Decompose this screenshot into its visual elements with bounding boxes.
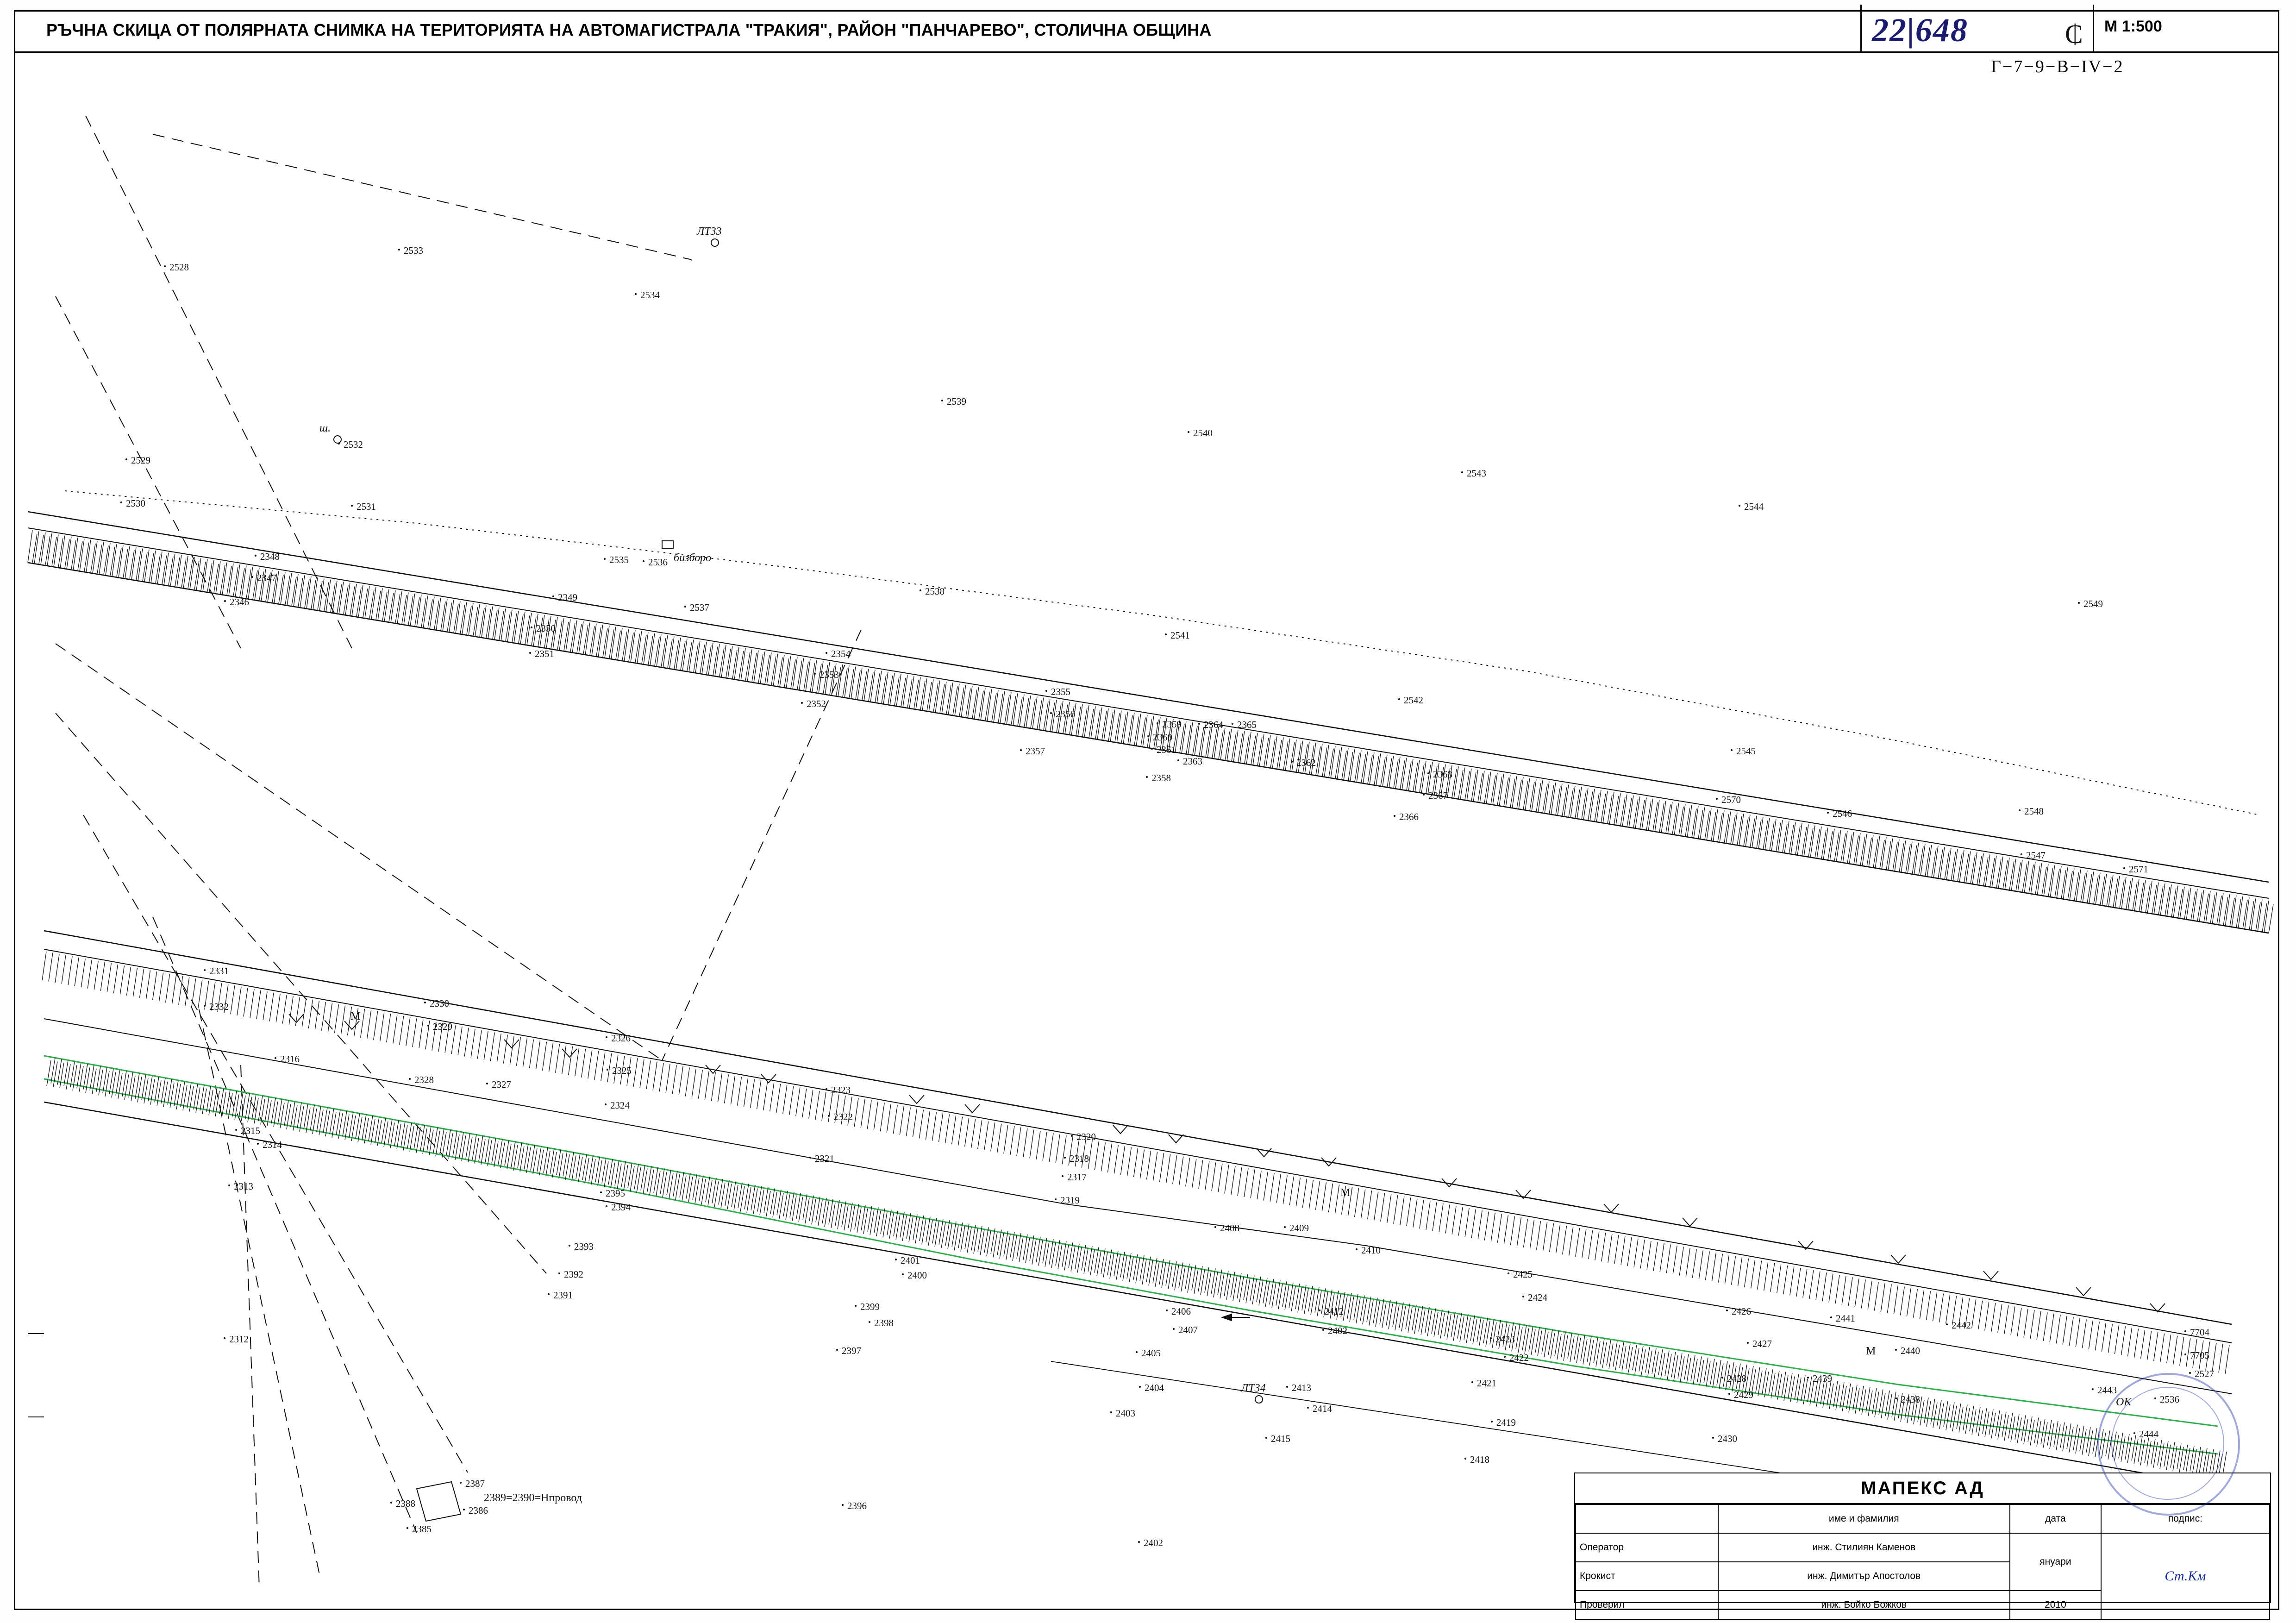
survey-point-label: 2408 <box>1220 1222 1239 1234</box>
survey-point-marker <box>257 1143 259 1145</box>
survey-point-marker <box>558 1272 560 1274</box>
survey-point-label: 2326 <box>611 1033 631 1044</box>
survey-point-label: 2362 <box>1296 757 1316 768</box>
page-title: РЪЧНА СКИЦА ОТ ПОЛЯРНАТА СНИМКА НА ТЕРИТОРИЯТА НА АВТОМАГИСТРАЛА "ТРАКИЯ", РАЙОН "ПАНЧАРЕВО", СТОЛИЧНА ОБЩИНА <box>46 20 1212 39</box>
survey-point-marker <box>607 1069 608 1071</box>
survey-point-label: 2332 <box>209 1001 229 1012</box>
survey-point-marker <box>1827 812 1829 814</box>
survey-point-label: 2405 <box>1141 1347 1161 1359</box>
survey-point-marker <box>529 652 531 654</box>
survey-point-label: 2331 <box>209 965 229 977</box>
survey-point-label: 2428 <box>1727 1373 1746 1384</box>
survey-point-marker <box>1319 1310 1320 1311</box>
survey-point-marker <box>842 1504 844 1506</box>
survey-point-label: 2422 <box>1509 1352 1529 1363</box>
survey-point-label: 2366 <box>1399 811 1419 822</box>
survey-point-label: 2404 <box>1145 1382 1164 1393</box>
survey-point-label: 2413 <box>1292 1382 1311 1393</box>
survey-point-marker <box>605 1103 607 1105</box>
survey-point-label: 2319 <box>1060 1195 1080 1206</box>
survey-point-marker <box>604 558 606 560</box>
scale-box <box>2093 5 2293 53</box>
survey-point-label: 2396 <box>847 1500 867 1511</box>
survey-point-label: 7705 <box>2190 1350 2209 1361</box>
survey-point-label: 2327 <box>492 1079 511 1090</box>
survey-point-marker <box>1490 1337 1492 1339</box>
survey-point-label: 2527 <box>2195 1368 2214 1379</box>
named-point-label: ЛТ33 <box>697 226 722 238</box>
survey-point-marker <box>1157 722 1158 724</box>
survey-point-marker <box>390 1502 392 1504</box>
named-point-label: ЛТ34 <box>1241 1382 1266 1394</box>
survey-point-marker <box>2021 853 2022 855</box>
survey-point-label: 2348 <box>260 551 280 562</box>
survey-point-marker <box>606 1205 607 1207</box>
survey-point-marker <box>164 265 166 267</box>
survey-point-label: 2530 <box>126 498 145 509</box>
survey-point-marker <box>1427 772 1429 774</box>
survey-point-label: 2570 <box>1721 794 1741 805</box>
survey-point-label: 2407 <box>1178 1324 1198 1335</box>
survey-point-marker <box>635 293 637 295</box>
survey-point-label: 2541 <box>1170 630 1190 641</box>
survey-point-marker <box>1895 1349 1897 1351</box>
survey-point-label: 2388 <box>396 1498 415 1509</box>
survey-point-marker <box>1946 1323 1948 1325</box>
survey-point-marker <box>120 501 122 503</box>
named-point-label: ш. <box>319 422 331 434</box>
survey-point-marker <box>1726 1310 1728 1311</box>
survey-point-label: 2359 <box>1162 719 1182 730</box>
signature-cell <box>2101 1533 2270 1619</box>
survey-point-label: 2533 <box>404 245 423 256</box>
sheet-number: 22|648 <box>1872 12 1968 49</box>
survey-point-label: 2537 <box>690 602 709 613</box>
survey-point-marker <box>1830 1316 1832 1318</box>
survey-point-label: 2544 <box>1744 501 1764 512</box>
nomenclature-label: Г−7−9−В−IV−2 <box>1991 57 2124 76</box>
survey-point-marker <box>1020 749 1022 751</box>
survey-point-label: 2315 <box>241 1125 260 1136</box>
survey-point-label: 2400 <box>907 1270 927 1281</box>
survey-point-label: 2398 <box>874 1317 894 1328</box>
survey-point-marker <box>826 652 827 654</box>
survey-point-marker <box>1151 748 1153 750</box>
survey-point-marker <box>2078 602 2080 604</box>
survey-point-marker <box>1739 505 1740 507</box>
centerline-symbol: ₵ <box>2065 19 2083 49</box>
survey-point-marker <box>1394 815 1395 817</box>
survey-point-label: 2395 <box>606 1188 625 1199</box>
survey-point-marker <box>2092 1388 2094 1390</box>
date-year: 2010 <box>2010 1591 2101 1619</box>
survey-point-label: 2358 <box>1151 772 1171 783</box>
survey-point-label: 2364 <box>1204 719 1223 730</box>
survey-point-label: 2312 <box>229 1334 249 1345</box>
survey-point-label: 2427 <box>1752 1338 1772 1349</box>
survey-point-label: 2419 <box>1496 1417 1516 1428</box>
survey-point-marker <box>1322 1329 1324 1331</box>
named-point-label: бизборо <box>674 552 712 564</box>
named-point-label: М <box>1340 1187 1351 1199</box>
survey-point-label: 2412 <box>1324 1306 1344 1317</box>
signature-text: Ст.Км <box>2165 1568 2206 1584</box>
survey-point-label: 2536 <box>2160 1394 2179 1405</box>
survey-point-marker <box>1284 1226 1286 1228</box>
survey-point-label: 2549 <box>2083 598 2103 609</box>
survey-point-marker <box>1291 761 1293 763</box>
survey-point-marker <box>1146 776 1148 778</box>
survey-point-marker <box>569 1245 570 1247</box>
survey-point-label: 2353 <box>820 669 839 680</box>
survey-point-marker <box>1356 1248 1358 1250</box>
survey-point-marker <box>351 505 353 507</box>
survey-point-label: 2547 <box>2026 850 2046 861</box>
survey-point-marker <box>548 1293 550 1295</box>
survey-point-marker <box>407 1527 408 1529</box>
date-value: януари <box>2010 1533 2101 1591</box>
survey-point-marker <box>828 1115 830 1117</box>
survey-point-label: 2415 <box>1271 1433 1290 1444</box>
survey-point-marker <box>1138 1541 1140 1543</box>
survey-point-label: 2536 <box>648 557 668 568</box>
survey-point-label: 2424 <box>1528 1292 1547 1303</box>
survey-point-marker <box>1071 1135 1073 1137</box>
survey-point-marker <box>1423 794 1425 796</box>
survey-point-label: 2322 <box>833 1111 853 1122</box>
survey-point-marker <box>1464 1458 1466 1460</box>
survey-point-label: 2430 <box>1718 1433 1737 1444</box>
survey-point-marker <box>1895 1397 1897 1399</box>
survey-point-label: 2540 <box>1193 427 1213 439</box>
named-point-label: М <box>1866 1345 1876 1357</box>
scale-label: М 1:500 <box>2104 18 2162 35</box>
survey-point-label: 2367 <box>1428 790 1448 801</box>
table-row <box>1576 1533 2270 1562</box>
survey-point-marker <box>552 595 554 597</box>
survey-point-label: 2385 <box>412 1523 432 1535</box>
survey-point-label: 2394 <box>611 1202 631 1213</box>
role-operator: Оператор <box>1576 1533 1718 1562</box>
survey-point-label: 2313 <box>234 1181 253 1192</box>
name-krokist: инж. Димитър Апостолов <box>1718 1562 2010 1591</box>
survey-point-marker <box>1461 471 1463 473</box>
header-cell-sign: подпис: <box>2101 1504 2270 1533</box>
sheet-number-box <box>1860 5 2036 53</box>
survey-point-marker <box>1214 1226 1216 1228</box>
survey-point-label: 2409 <box>1289 1222 1309 1234</box>
survey-point-label: 2357 <box>1026 746 1045 757</box>
survey-point-marker <box>826 1088 827 1090</box>
survey-point-marker <box>1721 1377 1723 1379</box>
survey-point-marker <box>1165 633 1167 635</box>
survey-point-marker <box>1807 1377 1809 1379</box>
survey-point-marker <box>1728 1393 1730 1395</box>
header-cell-name: име и фамилия <box>1718 1504 2010 1533</box>
name-operator: инж. Стилиян Каменов <box>1718 1533 2010 1562</box>
survey-point-label: 2354 <box>831 648 851 659</box>
survey-point-marker <box>1050 712 1052 714</box>
survey-point-marker <box>251 576 253 578</box>
survey-point-label: 2546 <box>1833 808 1852 819</box>
survey-point-marker <box>941 400 943 401</box>
survey-point-marker <box>204 1005 206 1007</box>
survey-point-marker <box>1064 1157 1066 1159</box>
survey-point-marker <box>1062 1175 1064 1177</box>
survey-point-marker <box>1471 1381 1473 1383</box>
round-stamp-inner <box>2111 1387 2224 1500</box>
survey-point-marker <box>255 555 257 557</box>
name-checker: инж. Бойко Божков <box>1718 1591 2010 1619</box>
survey-point-marker <box>809 1157 811 1159</box>
survey-point-marker <box>224 1337 225 1339</box>
survey-point-marker <box>606 1036 607 1038</box>
survey-point-label: 2329 <box>433 1021 452 1032</box>
survey-point-label: 2539 <box>947 396 966 407</box>
survey-point-marker <box>2184 1354 2186 1355</box>
survey-point-label: 2548 <box>2024 806 2044 817</box>
survey-point-label: 2316 <box>280 1053 300 1065</box>
survey-point-label: 2323 <box>831 1084 851 1096</box>
survey-point-marker <box>486 1083 488 1084</box>
survey-point-label: 2414 <box>1313 1403 1332 1414</box>
survey-point-marker <box>1177 759 1179 761</box>
header-cell-role <box>1576 1504 1718 1533</box>
survey-point-label: 2397 <box>842 1345 861 1356</box>
survey-point-marker <box>1045 690 1047 692</box>
survey-point-label: 2426 <box>1732 1306 1751 1317</box>
survey-point-marker <box>1147 735 1149 737</box>
survey-point-label: 2425 <box>1513 1269 1533 1280</box>
survey-point-marker <box>1198 723 1200 725</box>
survey-point-marker <box>1232 723 1233 725</box>
survey-point-label: 2363 <box>1183 756 1202 767</box>
survey-point-label: 2387 <box>465 1478 485 1489</box>
survey-point-label: 2328 <box>414 1074 434 1085</box>
survey-point-marker <box>855 1305 857 1307</box>
survey-point-label: 2351 <box>535 648 554 659</box>
named-point-label: ОК <box>2116 1396 2132 1408</box>
survey-point-label: 2368 <box>1433 769 1452 780</box>
survey-point-marker <box>836 1349 838 1351</box>
survey-point-label: 2538 <box>925 586 945 597</box>
survey-point-label: 2532 <box>344 439 363 450</box>
survey-point-label: 2347 <box>257 572 276 583</box>
title-bar <box>14 10 2279 53</box>
survey-point-label: 2441 <box>1836 1313 1855 1324</box>
survey-point-label: 2438 <box>1901 1394 1920 1405</box>
survey-point-marker <box>600 1191 602 1193</box>
survey-point-marker <box>2123 867 2125 869</box>
survey-point-label: 2360 <box>1153 732 1172 743</box>
survey-point-marker <box>463 1509 465 1510</box>
survey-point-marker <box>1286 1386 1288 1388</box>
survey-point-marker <box>2184 1330 2186 1332</box>
survey-point-label: 2355 <box>1051 686 1070 697</box>
named-point-label: 2389=2390=Нпровод <box>484 1492 582 1504</box>
survey-point-label: 2399 <box>860 1301 880 1312</box>
survey-point-marker <box>460 1482 462 1484</box>
survey-point-label: 2321 <box>815 1153 834 1164</box>
survey-point-label: 2528 <box>169 262 189 273</box>
survey-point-marker <box>1166 1310 1168 1311</box>
survey-point-label: 2320 <box>1076 1131 1096 1142</box>
survey-point-marker <box>125 458 127 460</box>
survey-point-label: 2330 <box>430 998 449 1009</box>
survey-point-marker <box>1136 1351 1138 1353</box>
survey-point-marker <box>228 1184 230 1186</box>
survey-point-marker <box>1712 1437 1714 1439</box>
survey-point-label: 2386 <box>469 1505 488 1516</box>
survey-point-marker <box>895 1259 897 1260</box>
survey-point-label: 2406 <box>1171 1306 1191 1317</box>
survey-point-marker <box>1491 1421 1493 1422</box>
role-checker: Проверил <box>1576 1591 1718 1619</box>
survey-point-label: 2356 <box>1056 708 1075 720</box>
survey-point-marker <box>427 1025 429 1027</box>
survey-point-label: 2535 <box>609 554 629 565</box>
survey-point-marker <box>1398 698 1400 700</box>
survey-point-label: 2429 <box>1734 1389 1753 1400</box>
survey-point-marker <box>1139 1386 1141 1388</box>
survey-point-marker <box>1173 1328 1175 1330</box>
survey-point-marker <box>235 1129 237 1131</box>
company-name: МАПЕКС АД <box>1575 1473 2270 1504</box>
survey-point-label: 2318 <box>1070 1153 1089 1164</box>
survey-point-label: 2543 <box>1467 468 1486 479</box>
survey-point-label: 2352 <box>807 698 826 709</box>
survey-point-marker <box>902 1273 904 1275</box>
survey-point-marker <box>643 560 644 562</box>
survey-point-label: 2365 <box>1237 719 1257 730</box>
survey-point-marker <box>1747 1342 1749 1344</box>
survey-point-label: 2361 <box>1157 744 1176 755</box>
survey-point-label: 2439 <box>1813 1373 1832 1384</box>
survey-point-label: 7704 <box>2190 1327 2209 1338</box>
survey-point-marker <box>2019 809 2021 811</box>
survey-point-label: 2392 <box>564 1269 583 1280</box>
survey-point-label: 2545 <box>1736 746 1756 757</box>
survey-point-label: 2314 <box>263 1139 282 1150</box>
survey-point-label: 2393 <box>574 1241 594 1252</box>
named-point-label: М <box>350 1010 361 1022</box>
survey-point-marker <box>801 702 803 704</box>
survey-point-marker <box>869 1321 870 1323</box>
survey-point-marker <box>1188 431 1189 433</box>
survey-point-label: 2421 <box>1477 1378 1496 1389</box>
survey-point-label: 2402 <box>1328 1325 1347 1336</box>
survey-point-label: 2534 <box>640 289 660 301</box>
survey-point-marker <box>1307 1407 1309 1409</box>
role-krokist: Крокист <box>1576 1562 1718 1591</box>
survey-point-marker <box>531 627 532 628</box>
survey-point-label: 2402 <box>1144 1537 1163 1548</box>
survey-point-marker <box>275 1057 276 1059</box>
survey-point-label: 2442 <box>1952 1320 1971 1331</box>
survey-point-label: 2325 <box>612 1065 632 1076</box>
survey-point-label: 2410 <box>1361 1245 1381 1256</box>
survey-point-marker <box>684 606 686 608</box>
survey-point-label: 2401 <box>901 1255 920 1266</box>
header-cell-date: дата <box>2010 1504 2101 1533</box>
survey-point-label: 2440 <box>1901 1345 1920 1356</box>
survey-point-marker <box>1265 1437 1267 1439</box>
survey-point-label: 2443 <box>2097 1385 2117 1396</box>
survey-point-marker <box>1508 1272 1509 1274</box>
survey-point-label: 2418 <box>1470 1454 1489 1465</box>
survey-point-label: 2403 <box>1116 1408 1135 1419</box>
survey-point-marker <box>1731 749 1733 751</box>
survey-point-marker <box>1110 1411 1112 1413</box>
survey-point-label: 2444 <box>2139 1429 2158 1440</box>
survey-point-marker <box>2189 1372 2191 1374</box>
survey-point-label: 2531 <box>357 501 376 512</box>
survey-point-marker <box>1716 798 1718 800</box>
survey-point-marker <box>814 673 816 675</box>
survey-point-label: 2571 <box>2129 864 2148 875</box>
survey-point-marker <box>224 600 226 602</box>
survey-point-label: 2391 <box>553 1290 573 1301</box>
title-block-table <box>1575 1504 2270 1620</box>
survey-point-label: 2423 <box>1495 1334 1515 1345</box>
survey-point-marker <box>398 249 400 251</box>
survey-point-label: 2529 <box>131 455 150 466</box>
survey-point-label: 2542 <box>1404 695 1423 706</box>
survey-point-label: 2324 <box>610 1100 630 1111</box>
survey-point-marker <box>424 1002 426 1003</box>
station-marker-icon <box>333 435 342 444</box>
survey-point-label: 2346 <box>230 596 249 608</box>
station-marker-icon <box>1255 1395 1263 1404</box>
station-marker-icon <box>711 238 719 247</box>
survey-point-marker <box>204 969 206 971</box>
survey-point-marker <box>409 1078 411 1080</box>
survey-point-label: 2317 <box>1067 1172 1087 1183</box>
survey-point-marker <box>1504 1356 1506 1358</box>
survey-point-marker <box>920 589 921 591</box>
survey-point-marker <box>1522 1296 1524 1297</box>
survey-point-marker <box>1055 1198 1057 1200</box>
survey-point-label: 2350 <box>536 623 556 634</box>
survey-point-label: 2349 <box>558 592 577 603</box>
